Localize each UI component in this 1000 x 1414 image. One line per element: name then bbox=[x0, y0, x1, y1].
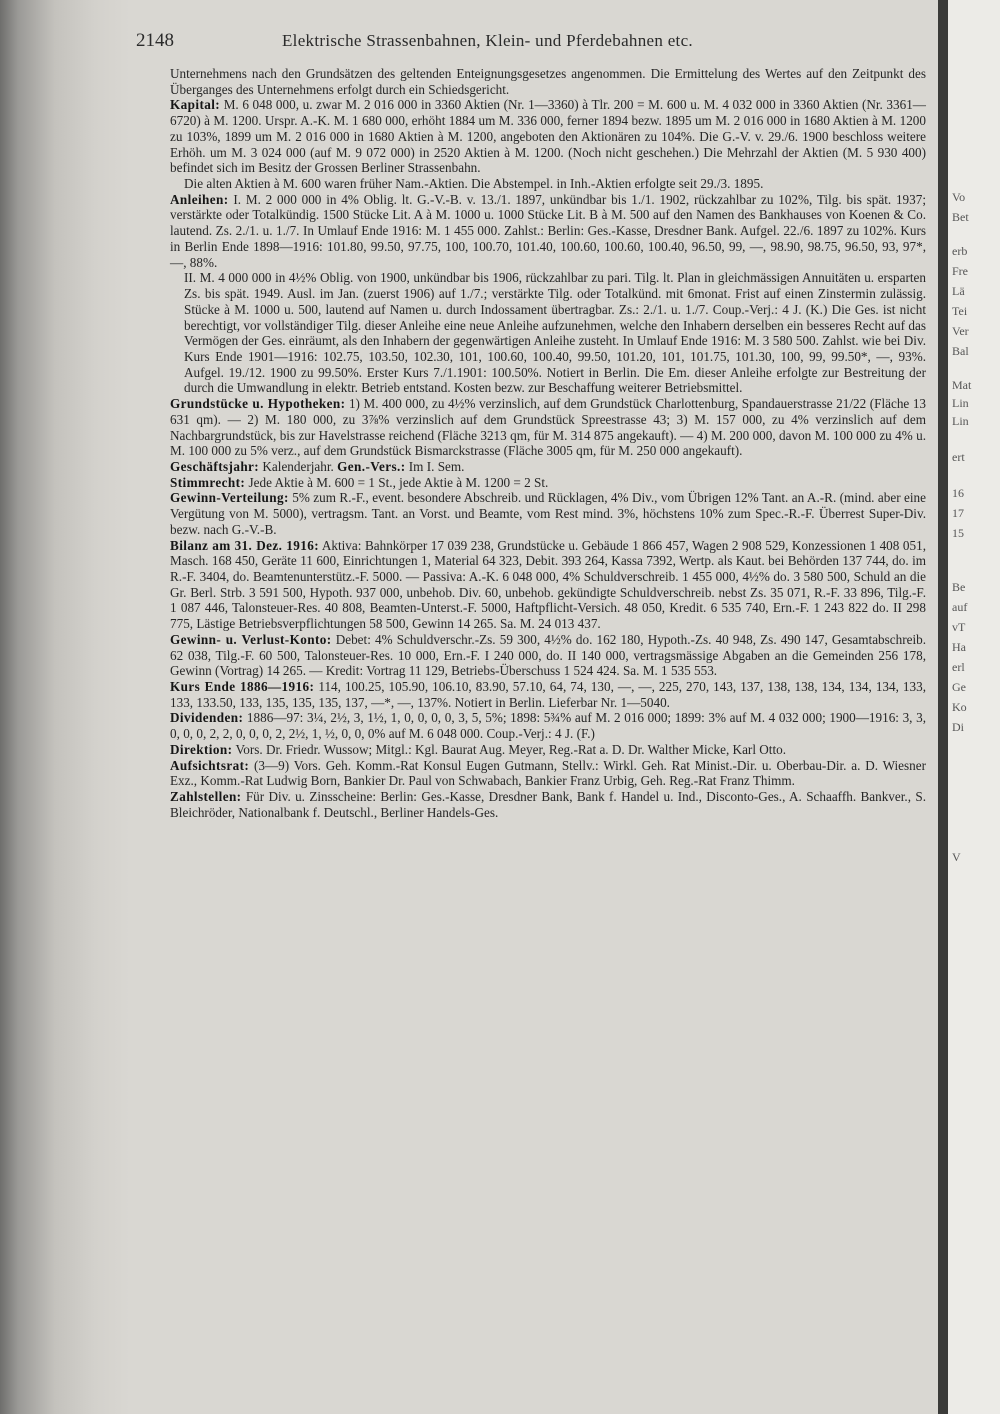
paragraph-text: Jede Aktie à M. 600 = 1 St., jede Aktie à M. 1200 = 2 St. bbox=[248, 474, 549, 490]
paragraph bbox=[170, 475, 926, 491]
adjacent-page-fragment: Tei bbox=[952, 304, 968, 318]
adjacent-page-fragment: auf bbox=[952, 600, 968, 614]
adjacent-page-fragment: erl bbox=[952, 660, 965, 674]
paragraph-text: 114, 100.25, 105.90, 106.10, 83.90, 57.10, 64, 74, 130, —, —, 225, 270, 143, 137, 138, 138, 134, 134, 134, 133, 133, 133.50, 133, 135, 135, 135, 137, —*, —, 137%. Notiert in Berlin. Lieferbar Nr. 1—5040. bbox=[170, 679, 927, 710]
paragraph bbox=[170, 97, 926, 176]
book-gutter-shadow bbox=[0, 0, 130, 1414]
paragraph bbox=[170, 66, 926, 97]
adjacent-page-fragment: Ko bbox=[952, 700, 967, 714]
adjacent-page-fragment: vT bbox=[952, 620, 966, 634]
paragraph-text: Kalenderjahr. bbox=[262, 458, 334, 474]
section-label: Aufsichtsrat: bbox=[170, 757, 250, 773]
adjacent-page-fragment: 17 bbox=[952, 506, 964, 520]
section-label: Gewinn- u. Verlust-Konto: bbox=[170, 631, 332, 647]
adjacent-page-fragment: Di bbox=[952, 720, 964, 734]
paragraph-text: 5% zum R.-F., event. besondere Abschreib. und Rücklagen, 4% Div., vom Übrigen 12% Tant. an A.-R. (mind. aber eine Vergütung von M. 5000), vertragsm. Tant. an Vorst. und Beamte, vom Rest mind. 3%, höchstens 10% zum Spec.-R.-F. Überrest Super-Div. bezw. nach G.-V.-B. bbox=[170, 490, 926, 537]
page-header bbox=[130, 24, 932, 54]
page-number: 2148 bbox=[136, 30, 174, 51]
adjacent-page-fragment: ert bbox=[952, 450, 965, 464]
paragraph-text: 1886—97: 3¼, 2½, 3, 1½, 1, 0, 0, 0, 0, 3, 5, 5%; 1898: 5¾% auf M. 2 016 000; 1899: 3% auf M. 4 032 000; 1900—1916: 3, 3, 0, 0, 0, 2, 2, 0, 0, 0, 2, 2½, 1, ½, 0, 0, 0% auf M. 6 048 000. Coup.-Verj.: 4 J. (F.) bbox=[170, 710, 926, 742]
section-label: Dividenden: bbox=[170, 710, 244, 726]
paragraph bbox=[170, 176, 926, 192]
paragraph-text: Aktiva: Bahnkörper 17 039 238, Grundstücke u. Gebäude 1 866 457, Wagen 2 908 529, Konzessionen 1 408 051, Masch. 168 450, Geräte 11 600, Einrichtungen 1, Material 64 323, Debit. 393 264, Kassa 7392, Wertp. als Kaut. bei Behörden 137 744, do. im R.-F. 3404, do. Beamtenunterstütz.-F. 5000. — Passiva: A.-K. 6 048 000, 4% Schuldverschreib. 1 455 000, 4½% do. 3 580 500, Schuld an die Gr. Berl. Strb. 3 591 500, Hypoth. 937 000, unbehob. Div. 60, unbehob. gekündigte Schuldverschreib. nebst Zs. 35 071, R.-F. 33 896, Tilg.-F. 1 087 446, Talonsteuer-Res. 40 808, Beamten-Unterst.-F. 5000, Haftpflicht-Versich. 48 050, Kredit. 6 535 740, Ern.-F. 1 243 822 do. II 298 775, Lästige Betriebsverpflichtungen 58 500, Gewinn 14 265. Sa. M. 24 013 437. bbox=[170, 537, 926, 632]
adjacent-page-fragment: Ha bbox=[952, 640, 966, 654]
adjacent-page-fragment: Bet bbox=[952, 210, 969, 224]
adjacent-page-fragment: Mat bbox=[952, 378, 972, 392]
adjacent-page-fragment: Vo bbox=[952, 190, 966, 204]
paragraph-text: (3—9) Vors. Geh. Komm.-Rat Konsul Eugen Gutmann, Stellv.: Wirkl. Geh. Rat Minist.-Dir. u. Oberbau-Dir. a. D. Wiesner Exz., Komm.-Rat Ludwig Born, Bankier Dr. Paul von Schwabach, Bankier Franz Urbig, Geh. Reg.-Rat Franz Thimm. bbox=[170, 757, 927, 789]
paragraph bbox=[170, 490, 926, 537]
document-page bbox=[130, 24, 932, 1404]
section-label: Stimmrecht: bbox=[170, 474, 246, 490]
adjacent-page-fragment: 15 bbox=[952, 526, 964, 540]
section-label: Direktion: bbox=[170, 741, 233, 757]
paragraph bbox=[170, 758, 926, 789]
section-label: Grundstücke u. Hypotheken: bbox=[170, 396, 346, 412]
paragraph-text: Im I. Sem. bbox=[408, 458, 465, 474]
paragraph bbox=[170, 632, 926, 679]
paragraph bbox=[170, 538, 926, 632]
paragraph bbox=[170, 459, 926, 475]
adjacent-page-fragment: Ver bbox=[952, 324, 969, 338]
adjacent-page-fragment: Be bbox=[952, 580, 966, 594]
paragraph-text: Die alten Aktien à M. 600 waren früher Nam.-Aktien. Die Abstempel. in Inh.-Aktien erfolgte seit 29./3. 1895. bbox=[184, 176, 764, 192]
document-body bbox=[130, 66, 932, 821]
adjacent-page-fragment: V bbox=[952, 850, 961, 864]
paragraph-text: 1) M. 400 000, zu 4½% verzinslich, auf dem Grundstück Charlottenburg, Spandauerstrasse 21/22 (Fläche 13 631 qm). — 2) M. 180 000, zu 3⅞% verzinslich auf dem Grundstück Spreestrasse 43; 3) M. 157 000, zu 4% verzinslich auf dem Nachbargrundstück, bis zur Havelstrasse reichend (Fläche 3213 qm, für M. 314 875 angekauft). — 4) M. 200 000, davon M. 100 000 zu 4% u. M. 100 000 zu 5% verz., auf dem Grundstück Bismarckstrasse (Fläche 3005 qm, für M. 250 000 angekauft). bbox=[170, 396, 927, 459]
paragraph-text: II. M. 4 000 000 in 4½% Oblig. von 1900, unkündbar bis 1906, rückzahlbar zu pari. Tilg. lt. Plan in gleichmässigen Annuitäten u. ersparten Zs. bis spät. 1949. Ausl. im Jan. (zuerst 1906) auf 1./7.; verstärkte Tilg. oder Totalkünd. mit 6monat. Frist auf einen Zinstermin zulässig. Stücke à M. 1000 u. 500, lautend auf Namen u. durch Indossament übertragbar. Zs.: 2./1. u. 1./7. Coup.-Verj.: 4 J. (K.) Die Ges. ist nicht berechtigt, vor vollständiger Tilg. dieser Anleihe eine neue Anleihe aufzunehmen, welche den Inhabern derselben ein besseres Recht auf das Vermögen der Ges. einräumt, als den Inhabern der gegenwärtigen Anleihe zusteht. In Umlauf Ende 1916: M. 3 580 500. Zahlst. wie bei Div. Kurs Ende 1901—1916: 102.75, 103.50, 102.30, 101, 100.60, 100.40, 99.50, 101.20, 101, 101.75, 101.30, 100, 99, 99.50*, —, 93%. Aufgel. 19./12. 1900 zu 99.50%. Erster Kurs 7./1.1901: 100.50%. Notiert in Berlin. Die Em. dieser Anleihe erfolgte zur Bestreitung der durch die Umwandlung in elektr. Betrieb entstand. Kosten bezw. zur Beschaffung weiterer Betriebsmittel. bbox=[184, 270, 926, 396]
paragraph bbox=[170, 270, 926, 396]
adjacent-page-fragment: Lin bbox=[952, 396, 969, 410]
adjacent-page-fragment: Ge bbox=[952, 680, 966, 694]
section-label: Kurs Ende 1886—1916: bbox=[170, 679, 315, 695]
paragraph-text: Für Div. u. Zinsscheine: Berlin: Ges.-Kasse, Dresdner Bank, Bank f. Handel u. Ind., Disconto-Ges., A. Schaaffh. Bankver., S. Bleichröder, Nationalbank f. Deutschl., Berliner Handels-Ges. bbox=[170, 789, 926, 820]
paragraph-text: I. M. 2 000 000 in 4% Oblig. lt. G.-V.-B. v. 13./1. 1897, unkündbar bis 1./1. 1902, rückzahlbar zu 102%, Tilg. bis spät. 1937; verstärkte oder Totalkündig. 1500 Stücke Lit. A à M. 1000 u. 1000 Stücke Lit. B à M. 500 auf den Namen des Bankhauses von Koenen & Co. lautend. Zs. 2./1. u. 1./7. In Umlauf Ende 1916: M. 1 455 000. Zahlst.: Berlin: Ges.-Kasse, Dresdner Bank. Aufgel. 22./6. 1897 zu 102%. Kurs in Berlin Ende 1898—1916: 101.80, 99.50, 97.75, 100, 100.70, 101.40, 100.60, 100.60, 100.40, 96.50, 99, —, 98.90, 98.75, 96.50, 93, 97*, —, 88%. bbox=[170, 191, 926, 270]
adjacent-page-fragment: Fre bbox=[952, 264, 968, 278]
paragraph bbox=[170, 396, 926, 459]
paragraph bbox=[170, 789, 926, 820]
adjacent-page-edge bbox=[938, 0, 1000, 1414]
paragraph-text: Unternehmens nach den Grundsätzen des geltenden Enteignungsgesetzes angenommen. Die Ermittelung des Wertes auf den Zeitpunkt des Überganges des Unternehmens erfolgt durch ein Schiedsgericht. bbox=[170, 66, 926, 97]
paragraph bbox=[170, 742, 926, 758]
section-label: Geschäftsjahr: bbox=[170, 458, 260, 474]
section-label: Kapital: bbox=[170, 97, 221, 113]
adjacent-page-fragment: Lin bbox=[952, 414, 969, 428]
section-label: Gewinn-Verteilung: bbox=[170, 490, 289, 506]
paragraph bbox=[170, 192, 926, 271]
adjacent-page-fragment: 16 bbox=[952, 486, 964, 500]
adjacent-page-fragment: Lä bbox=[952, 284, 965, 298]
paragraph-text: M. 6 048 000, u. zwar M. 2 016 000 in 3360 Aktien (Nr. 1—3360) à Tlr. 200 = M. 600 u. M. 4 032 000 in 3360 Aktien (Nr. 3361—6720) à M. 1200. Urspr. A.-K. M. 1 680 000, erhöht 1884 um M. 336 000, ferner 1894 bezw. 1895 um M. 2 016 000 in 1680 Aktien à M. 1200 zu 103%, 1899 um M. 2 016 000 in 1680 Aktien à M. 1200, angeboten den Aktionären zu 104%. Die G.-V. v. 29./6. 1900 beschloss weitere Erhöh. um M. 3 024 000 (auf M. 9 072 000) in 2520 Aktien à M. 1200. (Noch nicht geschehen.) Die Mehrzahl der Aktien (M. 5 930 400) befindet sich im Besitz der Grossen Berliner Strassenbahn. bbox=[170, 97, 926, 176]
paragraph-text: Debet: 4% Schuldverschr.-Zs. 59 300, 4½% do. 162 180, Hypoth.-Zs. 40 948, Zs. 490 147, Gesamtabschreib. 62 038, Tilg.-F. 60 500, Talonsteuer-Res. 10 000, Ern.-F. I 240 000, do. II 140 000, vertragsmässige Abgaben an die Gemeinden 256 178, Gewinn (Vortrag) 14 265. — Kredit: Vortrag 11 129, Betriebs-Überschuss 1 524 424. Sa. M. 1 535 553. bbox=[170, 631, 927, 679]
paragraph-text: Vors. Dr. Friedr. Wussow; Mitgl.: Kgl. Baurat Aug. Meyer, Reg.-Rat a. D. Dr. Walther Micke, Karl Otto. bbox=[235, 741, 787, 757]
adjacent-page-fragment: Bal bbox=[952, 344, 969, 358]
paragraph bbox=[170, 710, 926, 741]
paragraph bbox=[170, 679, 926, 710]
section-label: Zahlstellen: bbox=[170, 789, 242, 805]
section-label: Gen.-Vers.: bbox=[337, 458, 406, 474]
section-label: Anleihen: bbox=[170, 191, 229, 207]
adjacent-page-fragment: erb bbox=[952, 244, 968, 258]
running-title: Elektrische Strassenbahnen, Klein- und Pferdebahnen etc. bbox=[282, 31, 693, 50]
section-label: Bilanz am 31. Dez. 1916: bbox=[170, 537, 320, 553]
